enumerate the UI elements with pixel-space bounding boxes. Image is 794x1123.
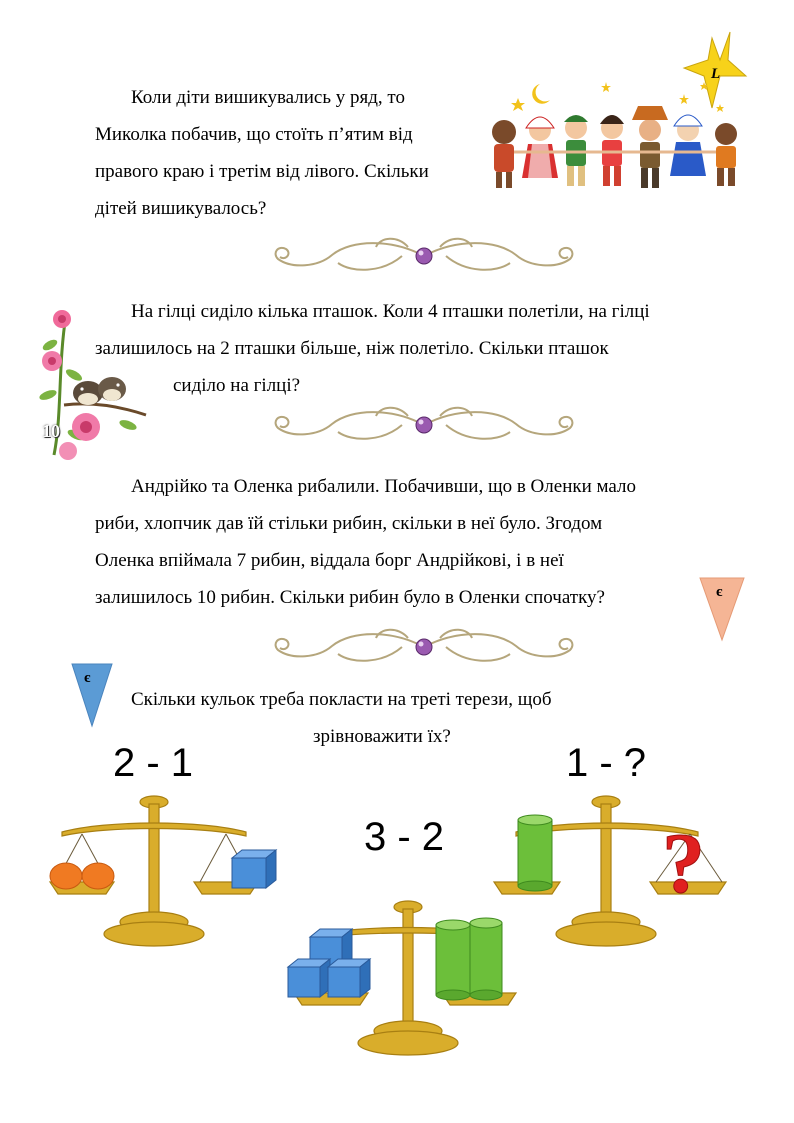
problem-1-text [95, 79, 429, 227]
problem-1-line: Миколка побачив, що стоїть п’ятим від [95, 124, 413, 145]
cube-icon [232, 850, 276, 888]
problem-1-line: Коли діти вишикувались у ряд, то [131, 87, 405, 108]
problem-4-line: Скільки кульок треба покласти на треті терези, щоб [131, 689, 552, 710]
balance-scale-3 [490, 790, 740, 950]
star-badge-letter: L [711, 66, 721, 82]
problem-1-line: дітей вишикувалось? [95, 198, 267, 219]
flourish-icon [272, 402, 576, 448]
problem-3-badge [700, 578, 744, 640]
problem-3-badge-letter: є [716, 584, 723, 600]
problem-3-line: риби, хлопчик дав їй стільки рибин, скільки в неї було. Згодом [95, 513, 603, 534]
children-illustration [488, 78, 748, 198]
balance-scale-1 [46, 790, 286, 950]
problem-2-badge-number: 10 [42, 421, 60, 441]
moon-icon [532, 84, 550, 104]
problem-3-text [95, 468, 636, 616]
problem-3-line: залишилось 10 рибин. Скільки рибин було в Оленки спочатку? [95, 587, 605, 608]
question-mark-icon [662, 815, 705, 911]
flourish-icon [272, 624, 576, 670]
scale-1-label: 2 - 1 [113, 741, 194, 785]
flourish-icon [272, 233, 576, 279]
scale-2-label: 3 - 2 [364, 815, 445, 859]
problem-2-line: На гілці сиділо кілька пташок. Коли 4 пташки полетіли, на гілці [131, 301, 650, 322]
cylinder-icon [518, 815, 552, 891]
problem-4-badge-letter: є [84, 670, 91, 686]
svg-text:?: ? [662, 815, 705, 911]
problem-1-line: правого краю і третім від лівого. Скільки [95, 161, 429, 182]
problem-4-line: зрівноважити їх? [313, 726, 451, 747]
problem-2-text [95, 293, 650, 404]
ornament-divider [272, 402, 576, 448]
problem-3-line: Андрійко та Оленка рибалили. Побачивши, що в Оленки мало [131, 476, 636, 497]
problem-3-line: Оленка впіймала 7 рибин, віддала борг Андрійкові, і в неї [95, 550, 564, 571]
problem-2-line: залишилось на 2 пташки більше, ніж полетіло. Скільки пташок [95, 338, 609, 359]
child-figures [492, 106, 737, 188]
problem-2-line: сиділо на гілці? [173, 375, 301, 396]
ornament-divider [272, 624, 576, 670]
cube-icon [288, 929, 370, 997]
stars-icon [511, 82, 724, 112]
scale-3-label: 1 - ? [566, 741, 647, 785]
ornament-divider [272, 233, 576, 279]
